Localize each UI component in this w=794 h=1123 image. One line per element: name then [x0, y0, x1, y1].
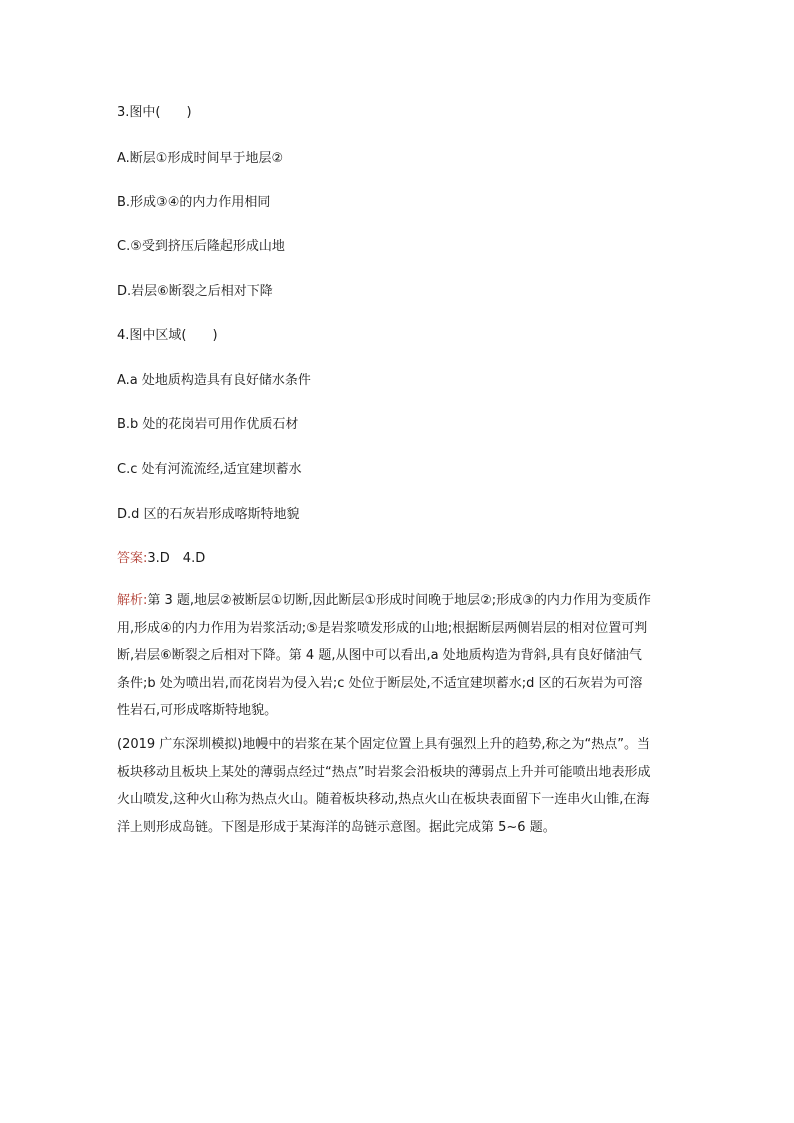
answer-text: 3.D 4.D [147, 551, 206, 566]
analysis-text: 第 3 题,地层②被断层①切断,因此断层①形成时间晚于地层②;形成③的内力作用为变质作用,形成④的内力作用为岩浆活动;⑤是岩浆喷发形成的山地;根据断层两侧岩层的相对位置可判断,岩层⑥断裂之后相对下降。第 4 题,从图中可以看出,a 处地质构造为背斜,具有良好储油气条件;b 处为喷出岩,而花岗岩为侵入岩;c 处位于断层处,不适宜建坝蓄水;d 区的石灰岩为可溶性岩石,可形成喀斯特地貌。 [117, 593, 651, 719]
intro-paragraph: (2019 广东深圳模拟)地幔中的岩浆在某个固定位置上具有强烈上升的趋势,称之为“热点”。当板块移动且板块上某处的薄弱点经过“热点”时岩浆会沿板块的薄弱点上升并可能喷出地表形成火山喷发,这种火山称为热点火山。随着板块移动,热点火山在板块表面留下一连串火山锥,在海洋上则形成岛链。下图是形成于某海洋的岛链示意图。据此完成第 5~6 题。 [117, 737, 651, 835]
question-4-option-a: A.a 处地质构造具有良好储水条件 [117, 373, 311, 388]
question-3-option-a: A.断层①形成时间早于地层② [117, 151, 284, 166]
question-4-option-c: C.c 处有河流流经,适宜建坝蓄水 [117, 462, 302, 477]
question-3-option-d: D.岩层⑥断裂之后相对下降 [117, 284, 273, 299]
question-3-stem: 3.图中( ) [117, 105, 192, 120]
question-3-option-c: C.⑤受到挤压后隆起形成山地 [117, 239, 285, 254]
answer-line [117, 550, 205, 567]
analysis-paragraph [117, 587, 653, 725]
question-3-option-b: B.形成③④的内力作用相同 [117, 195, 271, 210]
analysis-label: 解析: [117, 593, 148, 608]
answer-label: 答案: [117, 551, 148, 566]
question-4-option-d: D.d 区的石灰岩形成喀斯特地貌 [117, 507, 300, 522]
question-4-option-b: B.b 处的花岗岩可用作优质石材 [117, 417, 299, 432]
question-4-stem: 4.图中区域( ) [117, 328, 218, 343]
